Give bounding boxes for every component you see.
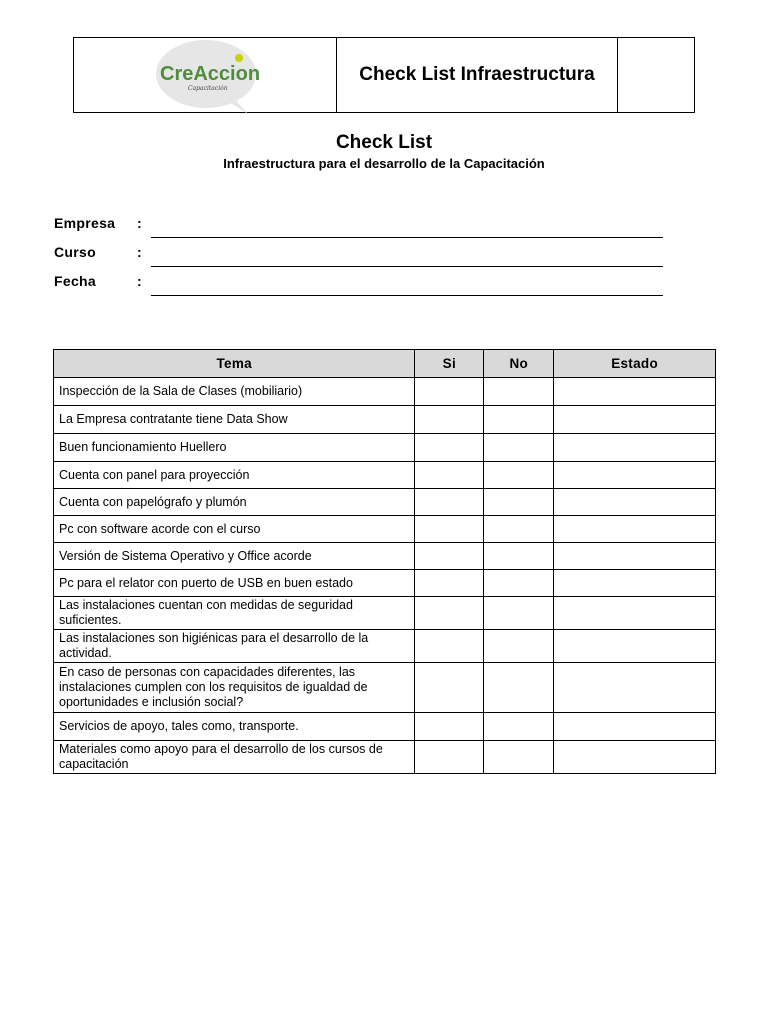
no-cell[interactable] bbox=[484, 597, 554, 630]
table-row bbox=[54, 663, 716, 713]
si-cell[interactable] bbox=[415, 516, 484, 543]
checklist-table bbox=[53, 349, 716, 774]
page-title: Check List bbox=[335, 132, 433, 153]
estado-cell[interactable] bbox=[554, 663, 716, 713]
table-row bbox=[54, 489, 716, 516]
creaccion-logo bbox=[152, 36, 260, 116]
table-row bbox=[54, 434, 716, 462]
row-tema: Versión de Sistema Operativo y Office acorde bbox=[54, 543, 415, 570]
table-row bbox=[54, 741, 716, 774]
si-cell[interactable] bbox=[415, 543, 484, 570]
estado-cell[interactable] bbox=[554, 489, 716, 516]
logo-cell bbox=[74, 38, 337, 112]
field-colon: : bbox=[137, 273, 142, 289]
header-tema: Tema bbox=[54, 350, 415, 378]
si-cell[interactable] bbox=[415, 406, 484, 434]
si-cell[interactable] bbox=[415, 434, 484, 462]
table-row bbox=[54, 406, 716, 434]
header-no: No bbox=[484, 350, 554, 378]
no-cell[interactable] bbox=[484, 570, 554, 597]
estado-cell[interactable] bbox=[554, 434, 716, 462]
no-cell[interactable] bbox=[484, 713, 554, 741]
table-row bbox=[54, 597, 716, 630]
table-row bbox=[54, 570, 716, 597]
header-estado: Estado bbox=[554, 350, 716, 378]
field-colon: : bbox=[137, 215, 142, 231]
table-row bbox=[54, 713, 716, 741]
si-cell[interactable] bbox=[415, 570, 484, 597]
row-tema: Servicios de apoyo, tales como, transporte. bbox=[54, 713, 415, 741]
si-cell[interactable] bbox=[415, 630, 484, 663]
row-tema: Buen funcionamiento Huellero bbox=[54, 434, 415, 462]
logo-subtext: Capacitación bbox=[188, 85, 228, 92]
si-cell[interactable] bbox=[415, 489, 484, 516]
table-row bbox=[54, 543, 716, 570]
logo-text: CreAccion bbox=[160, 63, 260, 85]
row-tema: Pc para el relator con puerto de USB en buen estado bbox=[54, 570, 415, 597]
header-title: Check List Infraestructura bbox=[337, 38, 618, 112]
no-cell[interactable] bbox=[484, 462, 554, 489]
estado-cell[interactable] bbox=[554, 378, 716, 406]
table-row bbox=[54, 378, 716, 406]
row-tema: Materiales como apoyo para el desarrollo de los cursos de capacitación bbox=[54, 741, 415, 774]
row-tema: La Empresa contratante tiene Data Show bbox=[54, 406, 415, 434]
no-cell[interactable] bbox=[484, 378, 554, 406]
estado-cell[interactable] bbox=[554, 406, 716, 434]
row-tema: Las instalaciones cuentan con medidas de seguridad suficientes. bbox=[54, 597, 415, 630]
si-cell[interactable] bbox=[415, 462, 484, 489]
row-tema: Las instalaciones son higiénicas para el desarrollo de la actividad. bbox=[54, 630, 415, 663]
field-label-curso: Curso bbox=[54, 244, 96, 260]
fecha-input-line[interactable] bbox=[151, 295, 663, 296]
no-cell[interactable] bbox=[484, 516, 554, 543]
row-tema: Cuenta con papelógrafo y plumón bbox=[54, 489, 415, 516]
si-cell[interactable] bbox=[415, 378, 484, 406]
curso-input-line[interactable] bbox=[151, 266, 663, 267]
empresa-input-line[interactable] bbox=[151, 237, 663, 238]
no-cell[interactable] bbox=[484, 489, 554, 516]
estado-cell[interactable] bbox=[554, 713, 716, 741]
si-cell[interactable] bbox=[415, 597, 484, 630]
field-colon: : bbox=[137, 244, 142, 260]
page-subtitle: Infraestructura para el desarrollo de la Capacitación bbox=[223, 156, 545, 171]
estado-cell[interactable] bbox=[554, 516, 716, 543]
estado-cell[interactable] bbox=[554, 570, 716, 597]
no-cell[interactable] bbox=[484, 663, 554, 713]
field-label-fecha: Fecha bbox=[54, 273, 96, 289]
table-row bbox=[54, 630, 716, 663]
si-cell[interactable] bbox=[415, 741, 484, 774]
table-row bbox=[54, 462, 716, 489]
header-si: Si bbox=[415, 350, 484, 378]
no-cell[interactable] bbox=[484, 741, 554, 774]
table-header-row bbox=[54, 350, 716, 378]
no-cell[interactable] bbox=[484, 434, 554, 462]
no-cell[interactable] bbox=[484, 543, 554, 570]
estado-cell[interactable] bbox=[554, 543, 716, 570]
estado-cell[interactable] bbox=[554, 630, 716, 663]
estado-cell[interactable] bbox=[554, 741, 716, 774]
table-row bbox=[54, 516, 716, 543]
row-tema: Inspección de la Sala de Clases (mobiliario) bbox=[54, 378, 415, 406]
si-cell[interactable] bbox=[415, 713, 484, 741]
row-tema: En caso de personas con capacidades diferentes, las instalaciones cumplen con los requisitos de igualdad de oportunidades e inclusión social? bbox=[54, 663, 415, 713]
no-cell[interactable] bbox=[484, 406, 554, 434]
no-cell[interactable] bbox=[484, 630, 554, 663]
header-box bbox=[73, 37, 695, 113]
row-tema: Pc con software acorde con el curso bbox=[54, 516, 415, 543]
row-tema: Cuenta con panel para proyección bbox=[54, 462, 415, 489]
header-empty-cell bbox=[618, 38, 694, 112]
si-cell[interactable] bbox=[415, 663, 484, 713]
estado-cell[interactable] bbox=[554, 462, 716, 489]
field-label-empresa: Empresa bbox=[54, 215, 116, 231]
estado-cell[interactable] bbox=[554, 597, 716, 630]
